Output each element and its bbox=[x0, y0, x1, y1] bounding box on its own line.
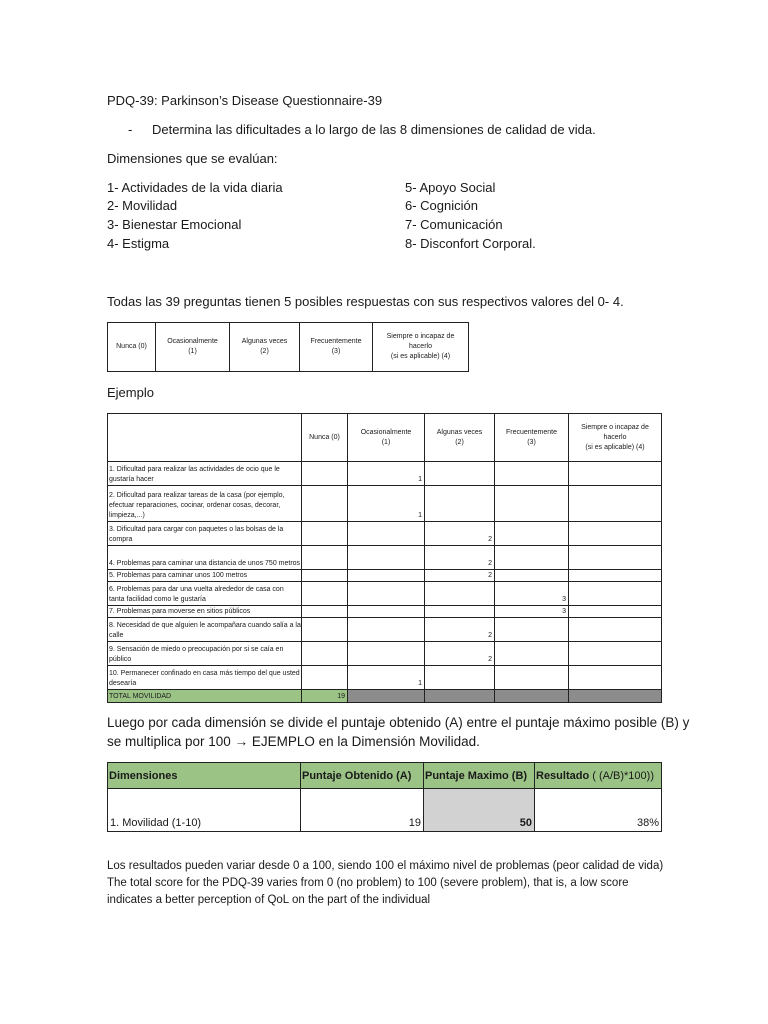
answer-cell bbox=[495, 618, 569, 642]
answer-cell bbox=[302, 606, 348, 618]
answers-intro: Todas las 39 preguntas tienen 5 posibles respuestas con sus respectivos valores del 0- 4. bbox=[107, 294, 624, 309]
total-filler bbox=[348, 690, 425, 703]
answer-cell bbox=[302, 546, 348, 570]
example-heading: Ejemplo bbox=[107, 385, 154, 400]
results-header-obtenido: Puntaje Obtenido (A) bbox=[301, 763, 424, 789]
answer-cell bbox=[495, 570, 569, 582]
answer-cell bbox=[302, 582, 348, 606]
dimension-item: 1- Actividades de la vida diaria bbox=[107, 180, 283, 195]
dimension-item: 5- Apoyo Social bbox=[405, 180, 496, 195]
question-text: 5. Problemas para caminar unos 100 metros bbox=[108, 570, 302, 582]
question-text: 7. Problemas para moverse en sitios públicos bbox=[108, 606, 302, 618]
bullet-dash: - bbox=[128, 122, 133, 137]
answer-cell bbox=[569, 642, 662, 666]
answer-cell bbox=[348, 642, 425, 666]
answer-cell bbox=[495, 486, 569, 522]
scale-frecuentemente: Frecuentemente (3) bbox=[300, 323, 373, 372]
page-title: PDQ-39: Parkinson’s Disease Questionnaire-39 bbox=[107, 93, 383, 108]
results-header-dimensiones: Dimensiones bbox=[108, 763, 301, 789]
answer-cell bbox=[425, 582, 495, 606]
example-header-siempre: Siempre o incapaz de hacerlo (si es aplicable) (4) bbox=[569, 414, 662, 462]
results-header-resultado: Resultado ( (A/B)*100)) bbox=[535, 763, 662, 789]
answer-cell bbox=[569, 522, 662, 546]
answer-cell bbox=[569, 546, 662, 570]
answer-cell bbox=[302, 570, 348, 582]
results-maximo: 50 bbox=[424, 789, 535, 832]
results-resultado: 38% bbox=[535, 789, 662, 832]
dimension-item: 2- Movilidad bbox=[107, 198, 178, 213]
answer-cell bbox=[569, 606, 662, 618]
dimension-item: 6- Cognición bbox=[405, 198, 478, 213]
answer-cell bbox=[425, 462, 495, 486]
question-text: 9. Sensación de miedo o preocupación por si se caía en público bbox=[108, 642, 302, 666]
answer-value: 1 bbox=[348, 462, 425, 486]
answer-value: 2 bbox=[425, 618, 495, 642]
example-table bbox=[107, 413, 662, 703]
divide-text-1: Luego por cada dimensión se divide el puntaje obtenido (A) entre el puntaje máximo posible (B) y bbox=[107, 715, 690, 730]
question-text: 4. Problemas para caminar una distancia de unos 750 metros bbox=[108, 546, 302, 570]
answer-value: 2 bbox=[425, 522, 495, 546]
example-row bbox=[108, 606, 662, 618]
answer-value: 2 bbox=[425, 546, 495, 570]
results-header-maximo: Puntaje Maximo (B) bbox=[424, 763, 535, 789]
answer-cell bbox=[348, 522, 425, 546]
example-header-algunas: Algunas veces (2) bbox=[425, 414, 495, 462]
answer-cell bbox=[302, 642, 348, 666]
answer-cell bbox=[569, 570, 662, 582]
dimension-item: 8- Disconfort Corporal. bbox=[405, 236, 536, 251]
footer-line: The total score for the PDQ-39 varies from 0 (no problem) to 100 (severe problem), that is, a low score bbox=[107, 877, 629, 889]
answer-cell bbox=[425, 606, 495, 618]
answer-value: 3 bbox=[495, 582, 569, 606]
dimension-item: 3- Bienestar Emocional bbox=[107, 217, 242, 232]
example-row bbox=[108, 462, 662, 486]
total-filler bbox=[569, 690, 662, 703]
answer-cell bbox=[569, 666, 662, 690]
answer-cell bbox=[302, 486, 348, 522]
example-row bbox=[108, 666, 662, 690]
answer-cell bbox=[495, 462, 569, 486]
scale-algunas: Algunas veces (2) bbox=[230, 323, 300, 372]
total-filler bbox=[495, 690, 569, 703]
answer-cell bbox=[348, 546, 425, 570]
example-header-frecuentemente: Frecuentemente (3) bbox=[495, 414, 569, 462]
answer-cell bbox=[569, 462, 662, 486]
question-text: 8. Necesidad de que alguien le acompañara cuando salía a la calle bbox=[108, 618, 302, 642]
example-header-nunca: Nunca (0) bbox=[302, 414, 348, 462]
answer-value: 1 bbox=[348, 666, 425, 690]
example-row bbox=[108, 642, 662, 666]
results-obtenido: 19 bbox=[301, 789, 424, 832]
answer-cell bbox=[569, 618, 662, 642]
footer-line: Los resultados pueden variar desde 0 a 100, siendo 100 el máximo nivel de problemas (peor calidad de vida) bbox=[107, 860, 664, 872]
footer-text bbox=[107, 858, 663, 909]
answer-cell bbox=[348, 570, 425, 582]
answer-cell bbox=[425, 486, 495, 522]
question-text: 2. Dificultad para realizar tareas de la casa (por ejemplo, efectuar reparaciones, cocinar, ordenar cosas, decorar, limpieza,...) bbox=[108, 486, 302, 522]
answer-cell bbox=[569, 582, 662, 606]
answer-cell bbox=[302, 462, 348, 486]
answer-cell bbox=[495, 546, 569, 570]
example-header-blank bbox=[108, 414, 302, 462]
answer-cell bbox=[495, 642, 569, 666]
question-text: 10. Permanecer confinado en casa más tiempo del que usted desearía bbox=[108, 666, 302, 690]
scale-ocasionalmente: Ocasionalmente (1) bbox=[156, 323, 230, 372]
scale-table bbox=[107, 322, 469, 372]
answer-cell bbox=[425, 666, 495, 690]
total-filler bbox=[425, 690, 495, 703]
dimensions-heading: Dimensiones que se evalúan: bbox=[107, 151, 278, 166]
total-label: TOTAL MOVILIDAD bbox=[108, 690, 302, 703]
answer-cell bbox=[495, 666, 569, 690]
answer-cell bbox=[302, 522, 348, 546]
answer-cell bbox=[348, 618, 425, 642]
footer-line: indicates a better perception of QoL on the part of the individual bbox=[107, 894, 431, 906]
answer-value: 2 bbox=[425, 570, 495, 582]
example-row bbox=[108, 522, 662, 546]
question-text: 6. Problemas para dar una vuelta alrededor de casa con tanta facilidad como le gustaría bbox=[108, 582, 302, 606]
results-table bbox=[107, 762, 662, 832]
answer-cell bbox=[495, 522, 569, 546]
answer-value: 3 bbox=[495, 606, 569, 618]
scale-siempre: Siempre o incapaz de hacerlo (si es aplicable) (4) bbox=[373, 323, 469, 372]
answer-cell bbox=[302, 666, 348, 690]
example-row bbox=[108, 582, 662, 606]
bullet-text: Determina las dificultades a lo largo de las 8 dimensiones de calidad de vida. bbox=[152, 122, 596, 137]
total-value: 19 bbox=[302, 690, 348, 703]
results-dimension: 1. Movilidad (1-10) bbox=[108, 789, 301, 832]
question-text: 3. Dificultad para cargar con paquetes o las bolsas de la compra bbox=[108, 522, 302, 546]
divide-text-2: se multiplica por 100 → EJEMPLO en la Dimensión Movilidad. bbox=[107, 734, 480, 749]
answer-cell bbox=[348, 582, 425, 606]
answer-cell bbox=[348, 606, 425, 618]
answer-value: 2 bbox=[425, 642, 495, 666]
example-row bbox=[108, 618, 662, 642]
dimension-item: 7- Comunicación bbox=[405, 217, 503, 232]
example-header-ocasionalmente: Ocasionalmente (1) bbox=[348, 414, 425, 462]
answer-value: 1 bbox=[348, 486, 425, 522]
question-text: 1. Dificultad para realizar las actividades de ocio que le gustaría hacer bbox=[108, 462, 302, 486]
answer-cell bbox=[569, 486, 662, 522]
example-row bbox=[108, 546, 662, 570]
example-row bbox=[108, 570, 662, 582]
example-row bbox=[108, 486, 662, 522]
scale-nunca: Nunca (0) bbox=[108, 323, 156, 372]
answer-cell bbox=[302, 618, 348, 642]
dimension-item: 4- Estigma bbox=[107, 236, 170, 251]
